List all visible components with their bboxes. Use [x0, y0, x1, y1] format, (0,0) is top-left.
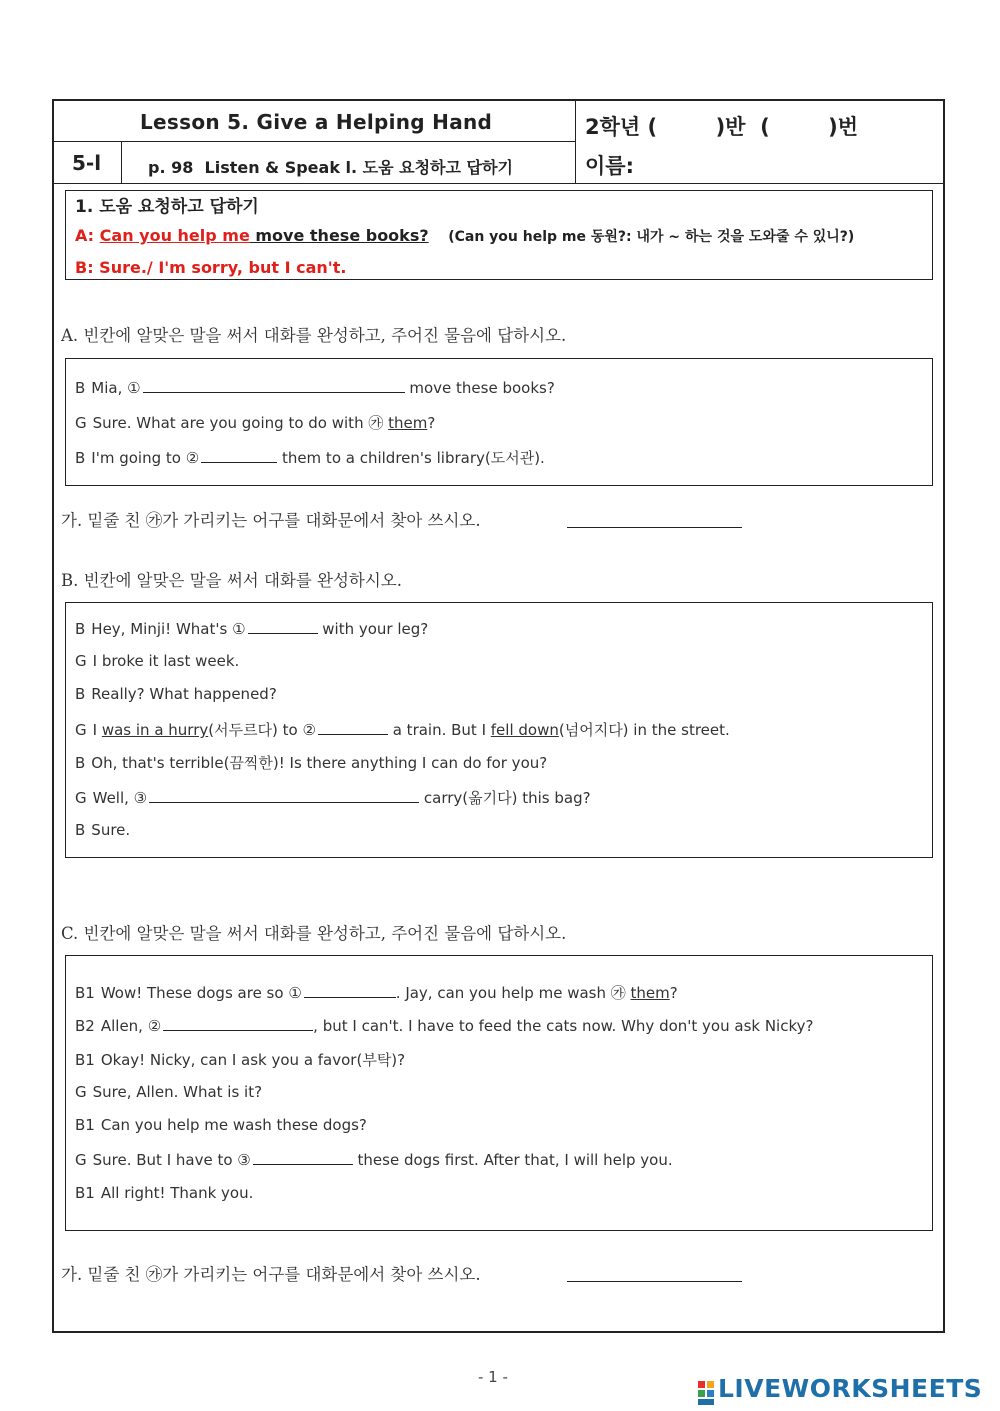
speaker-label: G — [75, 1151, 87, 1169]
line-text: Wow! These dogs are so ① — [100, 984, 302, 1002]
section-b-line-4 — [75, 719, 730, 740]
line-text: ? — [669, 984, 678, 1002]
line-text: Can you help me wash these dogs? — [100, 1116, 367, 1134]
section-c-line-3 — [75, 1049, 405, 1070]
header-bottom-line — [53, 183, 944, 184]
answer-line-c[interactable] — [567, 1281, 742, 1282]
section-a-line-1 — [75, 378, 555, 397]
line-text: Well, ③ — [92, 789, 148, 807]
key-a-rest: move these books? — [249, 226, 429, 245]
page-number: - 1 - — [478, 1368, 508, 1386]
line-text: I'm going to ② — [91, 449, 200, 467]
speaker-label: G — [75, 1083, 87, 1101]
section-b-line-5 — [75, 752, 547, 773]
line-text: Really? What happened? — [91, 685, 277, 703]
line-text: a train. But I — [387, 721, 491, 739]
blank-c3[interactable] — [253, 1150, 353, 1165]
section-a-line-3 — [75, 447, 545, 468]
section-c-instruction: C. 빈칸에 알맞은 말을 써서 대화를 완성하고, 주어진 물음에 답하시오. — [61, 924, 567, 943]
blank-c1[interactable] — [304, 983, 396, 998]
key-line-b — [75, 258, 346, 277]
lesson-title: Lesson 5. Give a Helping Hand — [140, 110, 493, 134]
speaker-label: G — [75, 414, 87, 432]
class-info: 2학년 ( )반 ( )번 — [585, 115, 859, 139]
underlined-word: them — [630, 984, 670, 1002]
line-text: (넘어지다) in the street. — [558, 721, 730, 739]
speaker-label: B2 — [75, 1017, 95, 1035]
blank-a1[interactable] — [143, 378, 405, 393]
speaker-label: B1 — [75, 1051, 95, 1069]
section-b-line-3 — [75, 685, 277, 703]
underlined-phrase: was in a hurry — [101, 721, 209, 739]
line-text: Sure. But I have to ③ — [92, 1151, 251, 1169]
line-text: with your leg? — [317, 620, 429, 638]
line-text: Okay! Nicky, can I ask you a favor(부탁)? — [100, 1051, 406, 1069]
key-b-text: Sure./ I'm sorry, but I can't. — [99, 258, 347, 277]
line-text: Allen, ② — [100, 1017, 162, 1035]
code-divider — [121, 142, 122, 184]
speaker-label: G — [75, 652, 87, 670]
section-b-line-1 — [75, 619, 428, 638]
line-text: Sure. What are you going to do with ㉮ — [92, 414, 389, 432]
line-text: I broke it last week. — [92, 652, 240, 670]
key-b-label: B: — [75, 258, 94, 277]
section-b-line-6 — [75, 787, 591, 808]
live-badge-icon — [697, 1380, 715, 1406]
speaker-label: B — [75, 379, 86, 397]
section-c-line-2 — [75, 1016, 813, 1035]
section-c-line-1 — [75, 982, 678, 1003]
section-b-instruction: B. 빈칸에 알맞은 말을 써서 대화를 완성하시오. — [61, 571, 402, 590]
header-divider — [53, 141, 576, 142]
section-c-question: 가. 밑줄 친 ㉮가 가리키는 어구를 대화문에서 찾아 쓰시오. — [61, 1265, 481, 1284]
speaker-label: B — [75, 620, 86, 638]
underlined-phrase: fell down — [490, 721, 559, 739]
name-label: 이름: — [585, 154, 634, 178]
section-c-line-7 — [75, 1184, 253, 1202]
answer-line-a[interactable] — [567, 527, 742, 528]
blank-b3[interactable] — [149, 788, 419, 803]
line-text: carry(옮기다) this bag? — [419, 789, 591, 807]
line-text: Hey, Minji! What's ① — [91, 620, 246, 638]
key-heading: 1. 도움 요청하고 답하기 — [75, 197, 259, 217]
line-text: Sure, Allen. What is it? — [92, 1083, 263, 1101]
key-a-label: A: — [75, 226, 95, 245]
line-text: Mia, ① — [91, 379, 141, 397]
speaker-label: G — [75, 721, 87, 739]
blank-b2[interactable] — [318, 720, 388, 735]
key-a-red: Can you help me — [99, 226, 250, 245]
speaker-label: B1 — [75, 1116, 95, 1134]
key-a-note: (Can you help me 동원?: 내가 ~ 하는 것을 도와줄 수 있니?) — [448, 229, 855, 245]
line-text: , but I can't. I have to feed the cats now. Why don't you ask Nicky? — [313, 1017, 814, 1035]
section-c-line-4 — [75, 1083, 262, 1101]
section-b-line-7 — [75, 821, 130, 839]
line-text: I — [92, 721, 102, 739]
section-a-instruction: A. 빈칸에 알맞은 말을 써서 대화를 완성하고, 주어진 물음에 답하시오. — [61, 326, 567, 345]
line-text: All right! Thank you. — [100, 1184, 254, 1202]
line-text: (서두르다) to ② — [208, 721, 316, 739]
key-line-a — [75, 226, 854, 246]
line-text: Oh, that's terrible(끔찍한)! Is there anything I can do for you? — [91, 754, 548, 772]
speaker-label: B — [75, 754, 86, 772]
speaker-label: G — [75, 789, 87, 807]
section-c-line-6 — [75, 1150, 673, 1169]
speaker-label: B1 — [75, 1184, 95, 1202]
line-text: ? — [427, 414, 436, 432]
speaker-label: B1 — [75, 984, 95, 1002]
section-b-line-2 — [75, 652, 239, 670]
lesson-subtitle: p. 98 Listen & Speak l. 도움 요청하고 답하기 — [148, 158, 513, 177]
speaker-label: B — [75, 821, 86, 839]
blank-a2[interactable] — [201, 448, 277, 463]
logo-text: LIVEWORKSHEETS — [718, 1374, 983, 1403]
speaker-label: B — [75, 449, 86, 467]
liveworksheets-logo[interactable] — [697, 1374, 982, 1406]
section-a-line-2 — [75, 412, 435, 433]
speaker-label: B — [75, 685, 86, 703]
section-a-question: 가. 밑줄 친 ㉮가 가리키는 어구를 대화문에서 찾아 쓰시오. — [61, 511, 481, 530]
line-text: them to a children's library(도서관). — [277, 449, 545, 467]
blank-b1[interactable] — [248, 619, 318, 634]
underlined-word: them — [388, 414, 428, 432]
line-text: . Jay, can you help me wash ㉮ — [395, 984, 631, 1002]
blank-c2[interactable] — [163, 1016, 313, 1031]
line-text: Sure. — [91, 821, 131, 839]
line-text: move these books? — [404, 379, 555, 397]
header-column-divider — [575, 100, 576, 184]
section-c-line-5 — [75, 1116, 367, 1134]
lesson-code: 5-l — [72, 151, 102, 175]
line-text: these dogs first. After that, I will help you. — [352, 1151, 673, 1169]
